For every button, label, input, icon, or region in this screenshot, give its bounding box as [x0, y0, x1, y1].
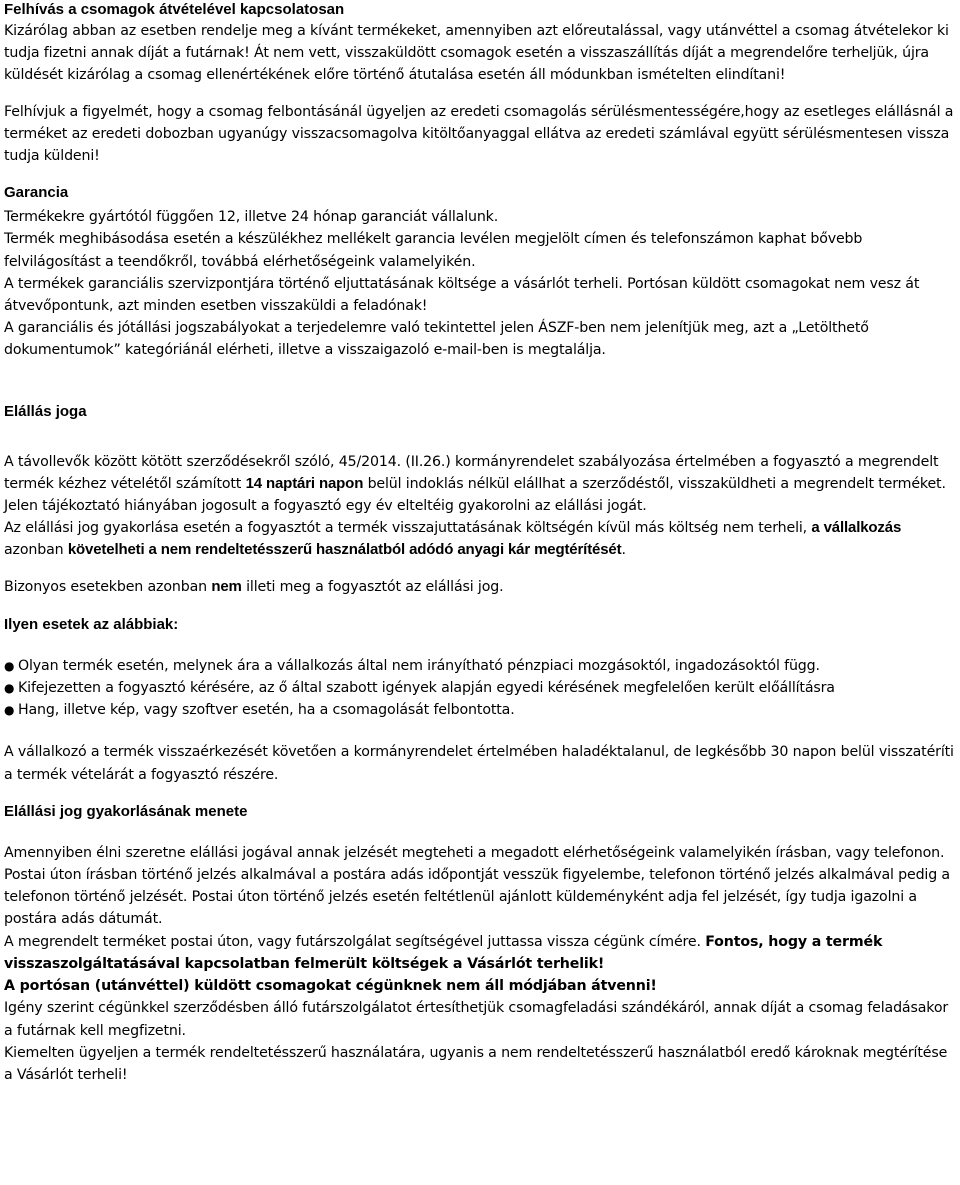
exceptions-list: [4, 655, 956, 722]
emphasis-nem: nem: [211, 577, 242, 595]
list-item: ● Kifejezetten a fogyasztó kérésére, az ő által szabott igények alapján egyedi kérésének megfelelően került előállításra: [4, 677, 956, 699]
bullet-icon: ●: [4, 681, 15, 696]
paragraph-refund: A vállalkozó a termék visszaérkezését követően a kormányrendelet értelmében haladéktalanul, de legkésőbb 30 napon belül visszatéríti a termék vételárát a fogyasztó részére.: [4, 744, 954, 783]
paragraph-withdrawal-costs: Az elállási jog gyakorlása esetén a fogyasztót a termék visszajuttatásának költségén kívül más költség nem terheli, a vállalkozás azonban követelheti a nem rendeltetésszerű használatból adódó anyagi kár megtérítését.: [4, 519, 902, 559]
paragraph-cod-refused: A portósan (utánvéttel) küldött csomagokat cégünknek nem áll módjában átvenni!: [4, 978, 657, 995]
paragraph-how-to-notify: Amennyiben élni szeretne elállási jogával annak jelzését megteheti a megadott elérhetőségeink valamelyikén írásban, vagy telefonon.: [4, 844, 945, 861]
section-title-withdrawal-process: Elállási jog gyakorlásának menete: [4, 802, 248, 820]
paragraph-courier-option: Igény szerint cégünkkel szerződésben álló futárszolgálatot értesíthetjük csomagfeladási szándékáról, annak díját a csomag feladásakor a futárnak kell megfizetni.: [4, 1000, 949, 1039]
paragraph-withdrawal-period: A távollevők között kötött szerződésekről szóló, 45/2014. (II.26.) kormányrendelet szabályozása értelmében a fogyasztó a megrendelt termék kézhez vételétől számított 14 naptári napon belül indoklás nélkül elállhat a szerződéstől, visszaküldheti a megrendelt terméket.: [4, 453, 946, 492]
bullet-icon: ●: [4, 658, 15, 673]
emphasis-costs-buyer: Fontos, hogy a termék visszaszolgáltatásával kapcsolatban felmerült költségek a Vásárlót terhelik!: [4, 933, 883, 972]
paragraph-withdrawal-no-info: Jelen tájékoztató hiányában jogosult a fogyasztó egy év elteltéig gyakorolni az elállási jogát.: [4, 498, 647, 515]
paragraph-unpacking-notice: Felhívjuk a figyelmét, hogy a csomag felbontásánál ügyeljen az eredeti csomagolás sérülésmentességére,hogy az esetleges elállásnál a terméket az eredeti dobozban ugyanúgy visszacsomagolva kitöltőanyaggal ellátva az eredeti számlával együtt sérülésmentesen vissza tudja küldeni!: [4, 103, 954, 165]
paragraph-warranty-defect: Termék meghibásodása esetén a készülékhez mellékelt garancia levélen megjelölt címen és telefonszámon kaphat bővebb felvilágosítást a teendőkről, továbbá elérhetőségeink valamelyikén.: [4, 231, 863, 270]
paragraph-warranty-service: A termékek garanciális szervizpontjára történő eljuttatásának költsége a vásárlót terheli. Portósan küldött csomagokat nem vesz át átvevőpontunk, azt minden esetben visszaküldi a feladónak!: [4, 275, 920, 315]
paragraph-withdrawal-exceptions: Bizonyos esetekben azonban nem illeti meg a fogyasztót az elállási jog.: [4, 577, 504, 595]
paragraph-payment-notice: Kizárólag abban az esetben rendelje meg a kívánt termékeket, amennyiben azt előreutalással, vagy utánvéttel a csomag átvételekor ki tudja fizetni annak díját a futárnak! Át nem vett, visszaküldött csomagok esetén a visszaszállítás díját a megrendelőre terheljük, újra küldését kizárólag a csomag ellenértékének előre történő átutalása esetén áll módunkban ismételten elindítani!: [4, 23, 949, 84]
emphasis-damage-claim: követelheti a nem rendeltetésszerű használatból adódó anyagi kár megtérítését: [67, 541, 622, 559]
emphasis-14-days: 14 naptári napon: [245, 474, 364, 492]
paragraph-warranty-period: Termékekre gyártótól függően 12, illetve 24 hónap garanciát vállalunk.: [4, 209, 499, 226]
section-title-withdrawal: Elállás joga: [4, 402, 87, 420]
list-item: ● Olyan termék esetén, melynek ára a vállalkozás által nem irányítható pénzpiaci mozgásoktól, ingadozásoktól függ.: [4, 655, 956, 677]
paragraph-postal-notice: Postai úton írásban történő jelzés alkalmával a postára adás időpontját vesszük figyelembe, telefonon történő jelzés alkalmával pedig a telefonon történő jelzését. Postai úton történő jelzés esetén feltétlenül ajánlott küldeményként adja fel jelzését, így tudja igazolni a postára adás dátumát.: [4, 867, 950, 928]
list-item: ● Hang, illetve kép, vagy szoftver esetén, ha a csomagolását felbontotta.: [4, 699, 956, 721]
paragraph-proper-use: Kiemelten ügyeljen a termék rendeltetésszerű használatára, ugyanis a nem rendeltetésszerű használatból eredő károknak megtérítése a Vásárlót terheli!: [4, 1044, 948, 1083]
paragraph-warranty-rules: A garanciális és jótállási jogszabályokat a terjedelemre való tekintettel jelen ÁSZF-ben nem jelenítjük meg, azt a „Letölthető dokumentumok” kategóriánál elérheti, illetve a visszaigazoló e-mail-ben is megtalálja.: [4, 320, 869, 359]
list-title-cases: Ilyen esetek az alábbiak:: [4, 615, 179, 633]
paragraph-return-shipping: A megrendelt terméket postai úton, vagy futárszolgálat segítségével juttassa vissza cégünk címére. Fontos, hogy a termék visszaszolgáltatásával kapcsolatban felmerült költségek a Vásárlót terhelik!: [4, 933, 883, 972]
bullet-icon: ●: [4, 703, 15, 718]
section-title-warranty: Garancia: [4, 184, 69, 202]
section-title-package-notice: Felhívás a csomagok átvételével kapcsolatosan: [4, 1, 345, 18]
